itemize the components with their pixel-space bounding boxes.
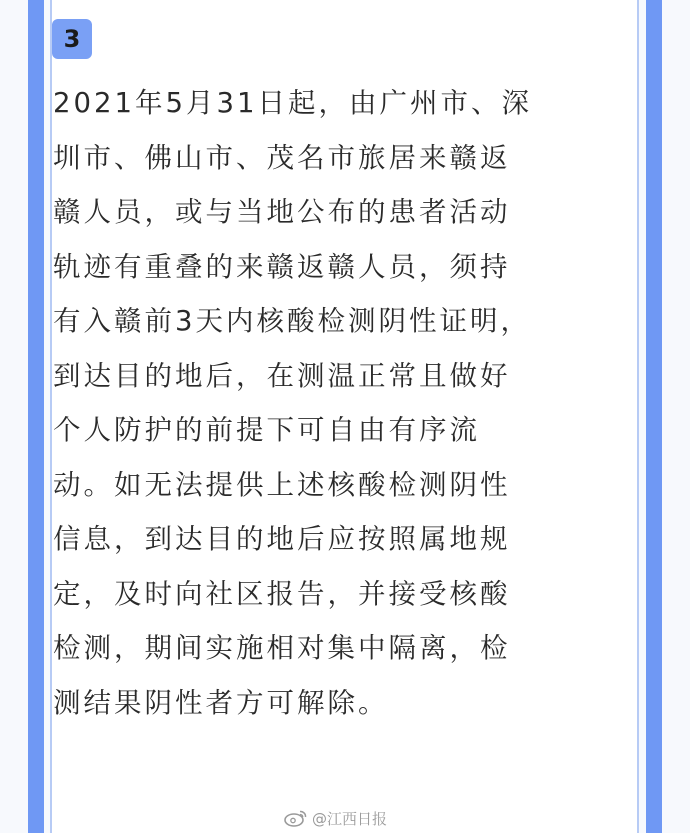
watermark-handle: @江西日报 <box>312 809 388 828</box>
notice-text: 2021年5月31日起，由广州市、深圳市、佛山市、茂名市旅居来赣返赣人员，或与当地公布的患者活动轨迹有重叠的来赣返赣人员，须持有入赣前3天内核酸检测阴性证明，到达目的地后，在测温正常且做好个人防护的前提下可自由有序流动。如无法提供上述核酸检测阴性信息，到达目的地后应按照属地规定，及时向社区报告，并接受核酸检测，期间实施相对集中隔离，检测结果阴性者方可解除。 <box>53 87 532 719</box>
frame-right-line <box>637 0 639 833</box>
weibo-icon <box>284 809 308 827</box>
frame-right-bar <box>646 0 662 833</box>
section-number-badge: 3 <box>52 19 92 59</box>
frame-left-bar <box>28 0 44 833</box>
weibo-watermark <box>284 806 387 830</box>
